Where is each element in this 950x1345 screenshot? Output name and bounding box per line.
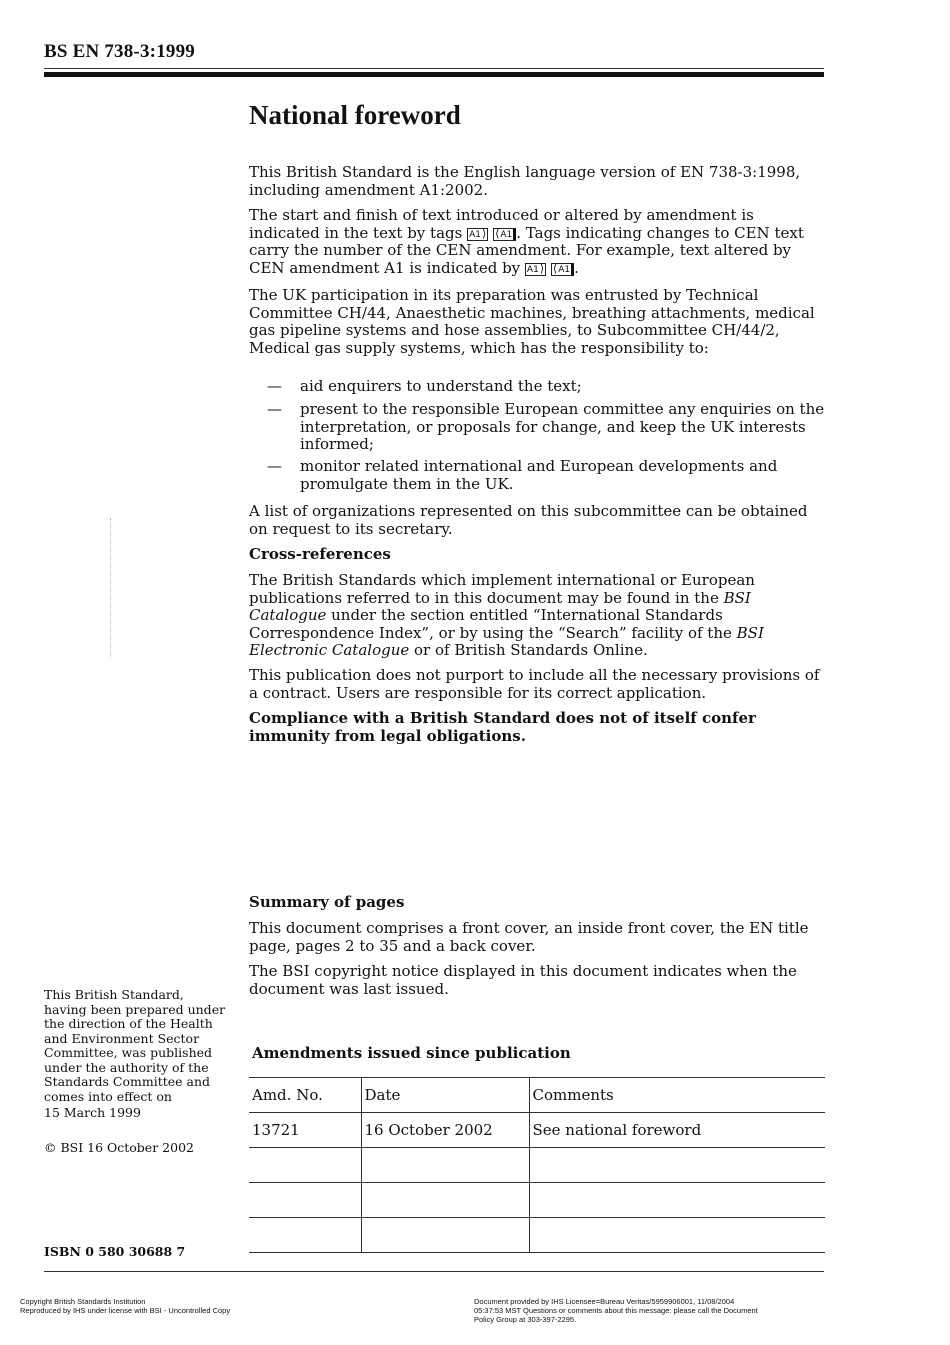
footer-right: Document provided by IHS Licensee=Bureau Veritas/5959906001, 11/08/2004 05:37:53 MST Questions or comments about this message: please call the Document Policy Group at 303-397-2295.	[474, 1297, 758, 1324]
header-rule-thick	[44, 72, 824, 77]
amendment-start-tag-icon: A1 ⟩	[467, 228, 488, 241]
table-row	[249, 1148, 825, 1183]
paragraph-summary: This document comprises a front cover, an inside front cover, the EN title page, pages 2 to 35 and a back cover.	[249, 919, 809, 955]
header-rule-thin	[44, 68, 824, 69]
paragraph-provisions: This publication does not purport to include all the necessary provisions of a contract. Users are responsible for its correct application.	[249, 666, 820, 702]
paragraph-amendment-tags: The start and finish of text introduced or altered by amendment is indicated in the text by tags A1 ⟩ ⟨ A1 . Tags indicating changes to CEN text carry the number of the CEN amendment. For example, text altered by CEN amendment A1 is indicated by A1 ⟩ ⟨ A1 .	[249, 207, 827, 277]
crossref-heading: Cross-references	[249, 545, 391, 563]
table-cell	[529, 1183, 825, 1218]
table-cell	[529, 1218, 825, 1253]
sidebar-publication-note: This British Standard, having been prepared under the direction of the Health and Environment Sector Committee, was published under the authority of the Standards Committee and comes into effect on	[44, 987, 226, 1104]
table-cell	[249, 1218, 361, 1253]
summary-heading: Summary of pages	[249, 893, 405, 911]
document-id: BS EN 738-3:1999	[44, 41, 195, 62]
amendment-end-tag-icon: ⟨ A1	[551, 263, 574, 276]
table-header-row	[249, 1078, 825, 1113]
paragraph-crossrefs: The British Standards which implement international or European publications referred to in this document may be found in the BSI Catalogue under the section entitled “International Standards Correspondence Index”, or by using the “Search” facility of the BSI Electronic Catalogue or of British Standards Online.	[249, 571, 764, 660]
table-cell: 13721	[249, 1113, 361, 1148]
paragraph-intro: This British Standard is the English language version of EN 738-3:1998, including amendment A1:2002.	[249, 163, 801, 199]
amendments-heading: Amendments issued since publication	[252, 1044, 571, 1062]
table-cell: 16 October 2002	[361, 1113, 529, 1148]
column-header: Comments	[529, 1078, 825, 1113]
paragraph-compliance: Compliance with a British Standard does not of itself confer immunity from legal obligations.	[249, 709, 756, 745]
margin-dotted-line	[110, 518, 111, 658]
table-cell	[361, 1148, 529, 1183]
table-cell	[249, 1183, 361, 1218]
responsibility-list: — aid enquirers to understand the text; — present to the responsible European committee any enquiries on the interpretation, or proposals for change, and keep the UK interests informed; — monitor related international and European developments and promulgate them in the UK.	[267, 377, 825, 493]
table-cell	[361, 1218, 529, 1253]
list-dash: —	[267, 377, 282, 395]
amendment-end-tag-icon: ⟨ A1	[493, 228, 516, 241]
table-row	[249, 1218, 825, 1253]
list-dash: —	[267, 457, 282, 475]
paragraph-copyright-notice: The BSI copyright notice displayed in this document indicates when the document was last issued.	[249, 962, 797, 998]
paragraph-organizations: A list of organizations represented on this subcommittee can be obtained on request to its secretary.	[249, 502, 808, 538]
table-cell	[529, 1148, 825, 1183]
table-cell	[361, 1183, 529, 1218]
sidebar-copyright: © BSI 16 October 2002	[44, 1140, 194, 1155]
paragraph-uk-participation: The UK participation in its preparation was entrusted by Technical Committee CH/44, Anaesthetic machines, breathing attachments, medical gas pipeline systems and hose assemblies, to Subcommittee CH/44/2, Medical gas supply systems, which has the responsibility to:	[249, 286, 815, 357]
sidebar-effective-date: 15 March 1999	[44, 1105, 141, 1120]
table-row	[249, 1183, 825, 1218]
table-row	[249, 1113, 825, 1148]
amendment-start-tag-icon: A1 ⟩	[525, 263, 546, 276]
list-dash: —	[267, 400, 282, 418]
column-header: Amd. No.	[249, 1078, 361, 1113]
footer-rule	[44, 1271, 824, 1272]
footer-left: Copyright British Standards Institution Reproduced by IHS under license with BSI - Uncontrolled Copy	[20, 1297, 231, 1315]
page-title: National foreword	[249, 100, 461, 130]
table-cell	[249, 1148, 361, 1183]
table-cell: See national foreword	[529, 1113, 825, 1148]
amendments-table	[249, 1077, 825, 1253]
column-header: Date	[361, 1078, 529, 1113]
isbn: ISBN 0 580 30688 7	[44, 1244, 186, 1259]
